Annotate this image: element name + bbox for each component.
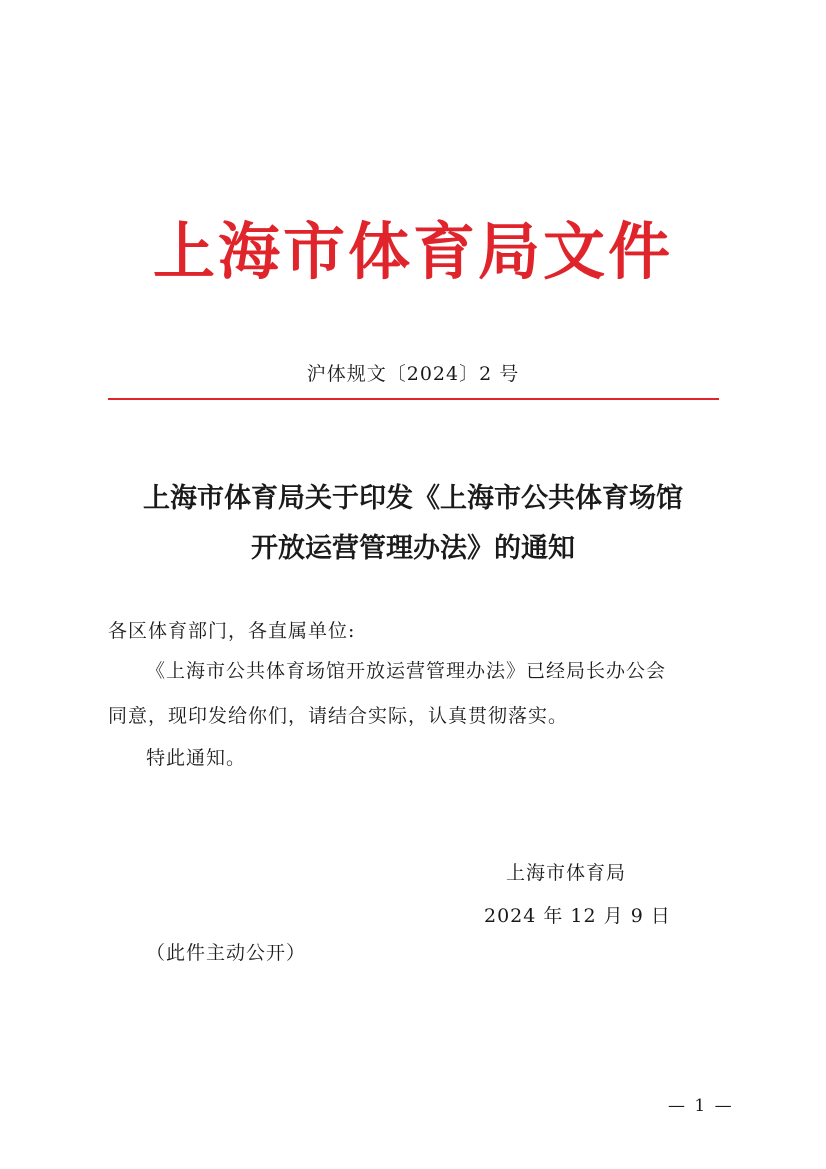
page-number: — 1 — — [668, 1096, 734, 1116]
body-paragraph-1: 《上海市公共体育场馆开放运营管理办法》已经局长办公会 — [146, 660, 667, 682]
notice-title-line-2: 开放运营管理办法》的通知 — [251, 533, 575, 564]
notice-title — [0, 474, 826, 574]
body-paragraph-2: 同意，现印发给你们，请结合实际，认真贯彻落实。 — [108, 705, 569, 727]
red-divider-line — [108, 398, 719, 400]
salutation: 各区体育部门，各直属单位: — [108, 620, 356, 642]
issuer-signature: 上海市体育局 — [506, 862, 627, 884]
document-header-title: 上海市体育局文件 — [152, 215, 673, 288]
disclosure-note: （此件主动公开） — [146, 942, 307, 964]
issue-date: 2024 年 12 月 9 日 — [484, 905, 671, 927]
notice-title-line-1: 上海市体育局关于印发《上海市公共体育场馆 — [143, 483, 683, 514]
document-number: 沪体规文〔2024〕2 号 — [306, 363, 520, 385]
closing-remark: 特此通知。 — [146, 747, 247, 769]
